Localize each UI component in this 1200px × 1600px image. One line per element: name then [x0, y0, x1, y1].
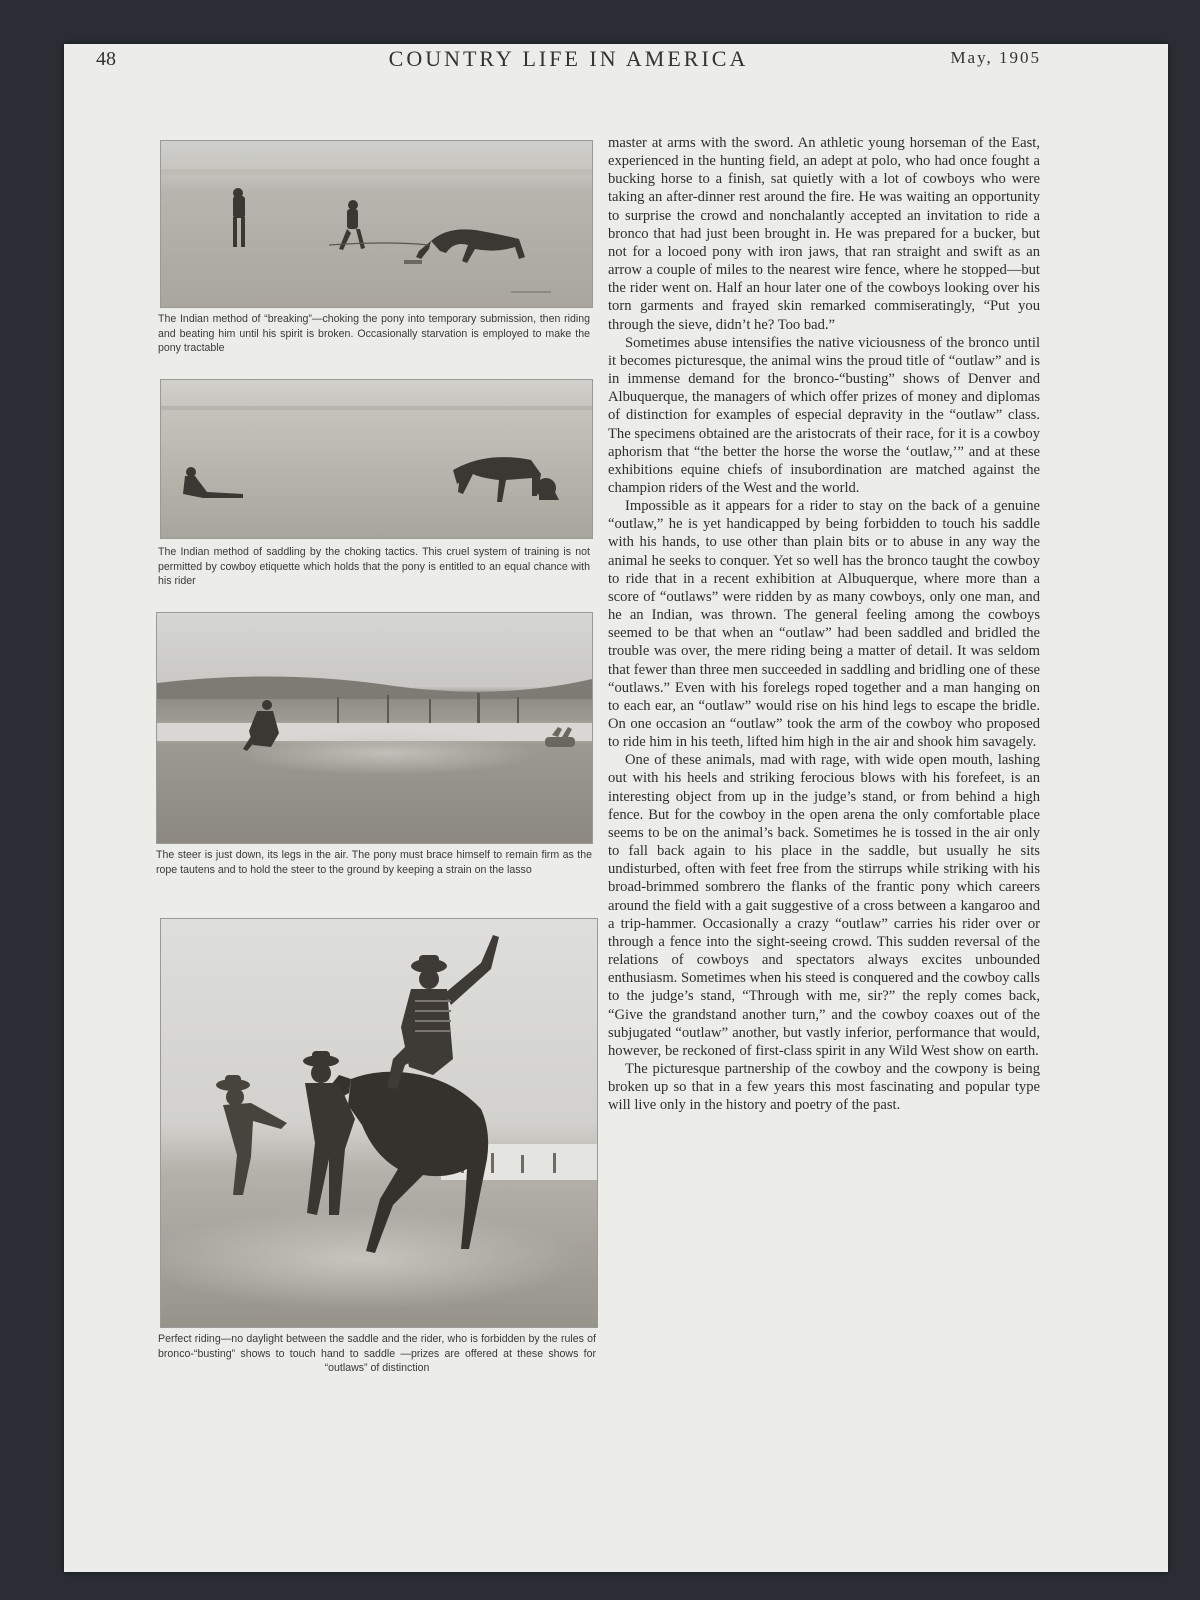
photo-perfect-riding: [160, 918, 598, 1328]
article-paragraph: One of these animals, mad with rage, with wide open mouth, lashing out with his heels and striking ferocious blows with his forefeet, is an interesting object from up in the judge’s stand, or from behind a high fence. But for the cowboy in the open arena the only comfortable place seems to be on the animal’s back. Sometimes he is tossed in the air only to fall back again to his place in the saddle, but usually he sits undisturbed, often with feet free from the stirrups while striking with his broad-brimmed sombrero the flanks of the frantic pony which careers around the field with a gait suggestive of a cross between a kangaroo and a trip-hammer. Occasionally a crazy “outlaw” carries his rider over or through a fence into the sight-seeing crowd. This sudden reversal of the relations of cowboys and spectators always excites unbounded enthusiasm. Sometimes when his steed is conquered and the cowboy calls to the judge’s stand, “Through with me, sir?” the reply comes back, “Give the grandstand another turn,” and the cowboy coaxes out of the subjugated “outlaw” another, but vastly inferior, performance that would, however, be reckoned of first-class spirit in any Wild West show on earth.: [608, 752, 1040, 1059]
article-paragraph: Sometimes abuse intensifies the native viciousness of the bronco until it becomes picturesque, the animal wins the proud title of “outlaw” and is in immense demand for the bronco-“busting” shows of Denver and Albuquerque, the managers of which offer prizes of money and diplomas of distinction for examples of especial depravity in the “outlaw” class. The specimens obtained are the aristocrats of their race, for it is a cowboy aphorism that “the better the horse the worse the ‘outlaw,’” and at these exhibitions equine chiefs of insubordination are matched against the champion riders of the West and the world.: [608, 334, 1040, 496]
caption-perfect-riding: Perfect riding—no daylight between the saddle and the rider, who is forbidden by the rules of bronco-“busting” shows to touch hand to saddle —prizes are offered at these shows for “outlaws” of distinction: [158, 1333, 596, 1374]
article-paragraph: Impossible as it appears for a rider to stay on the back of a genuine “outlaw,” he is yet handicapped by being forbidden to touch his saddle with his hands, to use other than plain bits or to abuse in any way the animal he seeks to conquer. Yet so well has the bronco taught the cowboy to ride that in a recent exhibition at Albuquerque, where more than a score of “outlaws” were ridden by as many cowboys, only one man, and he an Indian, was thrown. The general feeling among the cowboys seemed to be that when an “outlaw” had been saddled and bridled the trouble was over, the mere riding being a matter of detail. It was seldom that fewer than three men succeeded in saddling and bridling one of these “outlaws.” Even with his forelegs roped together and a man hanging on to each ear, an “outlaw” would rise on his hind legs to escape the bridle. On one occasion an “outlaw” took the arm of the cowboy who proposed to ride him in his teeth, lifted him high in the air and shook him savagely.: [608, 498, 1040, 751]
caption-indian-breaking: The Indian method of “breaking”—choking the pony into temporary submission, then riding and beating him until his spirit is broken. Occasionally starvation is employed to make the pony tractable: [158, 313, 590, 354]
caption-indian-saddling: The Indian method of saddling by the choking tactics. This cruel system of training is not permitted by cowboy etiquette which holds that the pony is entitled to an equal chance with his rider: [158, 546, 590, 587]
article-text: [608, 134, 1040, 1114]
photo-indian-breaking: [160, 140, 593, 308]
page-header: [96, 48, 1041, 80]
article-paragraph: master at arms with the sword. An athletic young horseman of the East, experienced in the hunting field, an adept at polo, who had once fought a bucking horse to a finish, sat quietly with a lot of cowboys who were taking an after-dinner rest around the fire. He was waiting an opportunity to surprise the crowd and nonchalantly accepted an invitation to ride a bronco that had just been brought in. He was prepared for a bucker, but not for a locoed pony with iron jaws, that ran straight and swift as an arrow a couple of miles to the nearest wire fence, where he stopped—but the rider went on. Half an hour later one of the cowboys looking over his torn garments and frayed skin remarked commiseratingly, “Put you through the sieve, didn’t he? Too bad.”: [608, 135, 1040, 333]
magazine-title: COUNTRY LIFE IN AMERICA: [388, 46, 749, 71]
photo-indian-saddling: [160, 379, 593, 539]
page-number: 48: [96, 48, 116, 70]
article-paragraph: The picturesque partnership of the cowboy and the cowpony is being broken up so that in a few years this most fascinating and popular type will live only in the history and poetry of the past.: [608, 1060, 1040, 1114]
photo-steer-roping: [156, 612, 593, 844]
issue-date: May, 1905: [950, 48, 1041, 67]
caption-steer-roping: The steer is just down, its legs in the air. The pony must brace himself to remain firm as the rope tautens and to hold the steer to the ground by keeping a strain on the lasso: [156, 849, 592, 876]
